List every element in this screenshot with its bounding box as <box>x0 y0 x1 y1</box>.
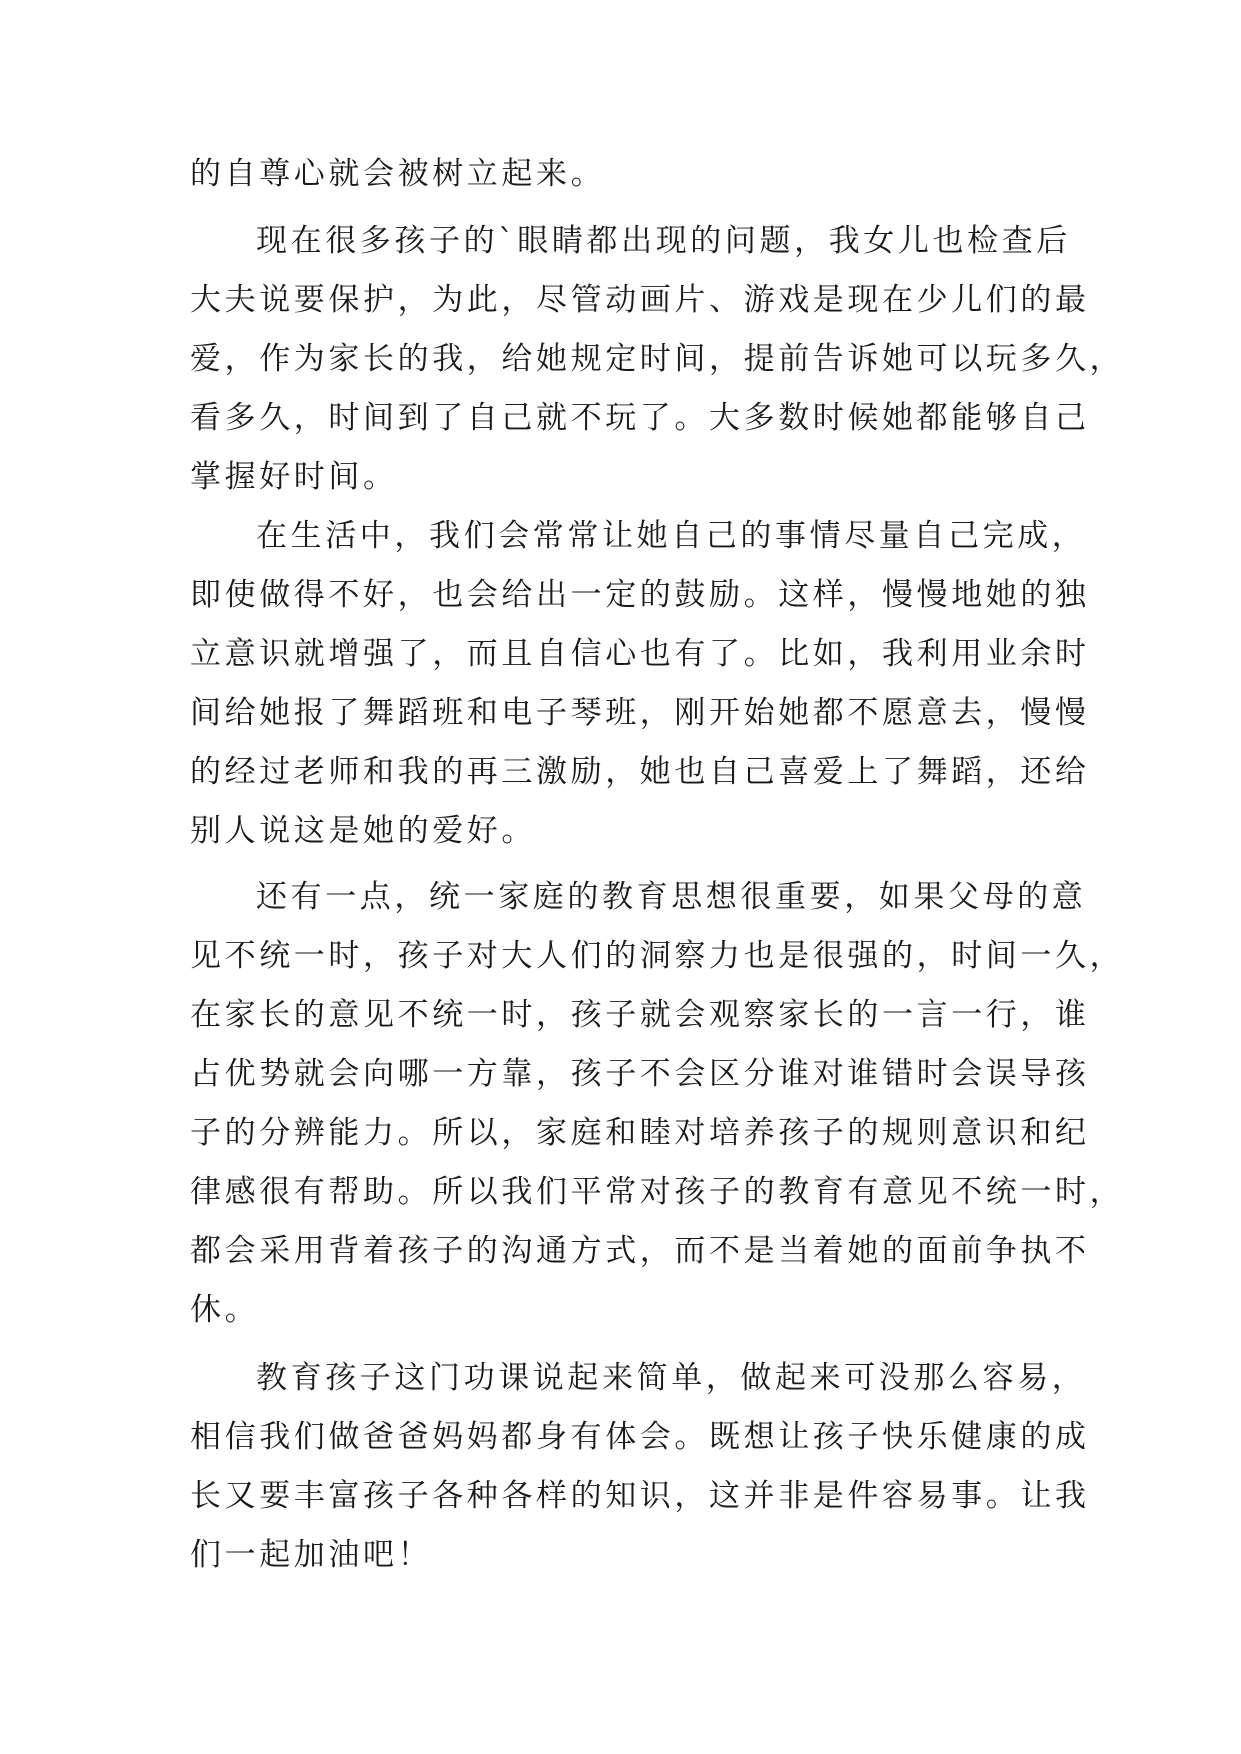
paragraph-4-line-1: 还有一点，统一家庭的教育思想很重要，如果父母的意 <box>256 879 1087 915</box>
paragraph-5-line-1: 教育孩子这门功课说起来简单，做起来可没那么容易， <box>256 1360 1087 1396</box>
paragraph-3-line-5: 的经过老师和我的再三激励，她也自己喜爱上了舞蹈，还给 <box>190 754 1090 790</box>
paragraph-3-line-6: 别人说这是她的爱好。 <box>190 813 536 849</box>
paragraph-4-line-3: 在家长的意见不统一时，孩子就会观察家长的一言一行，谁 <box>190 997 1090 1033</box>
paragraph-4-line-6: 律感很有帮助。所以我们平常对孩子的教育有意见不统一时， <box>190 1174 1125 1210</box>
paragraph-4-line-2: 见不统一时，孩子对大人们的洞察力也是很强的，时间一久， <box>190 938 1125 974</box>
paragraph-2-line-3: 爱，作为家长的我，给她规定时间，提前告诉她可以玩多久， <box>190 341 1125 377</box>
paragraph-2-line-5: 掌握好时间。 <box>190 459 398 495</box>
paragraph-2-line-2: 大夫说要保护，为此，尽管动画片、游戏是现在少儿们的最 <box>190 282 1090 318</box>
paragraph-2-line-4: 看多久，时间到了自己就不玩了。大多数时候她都能够自己 <box>190 400 1090 436</box>
paragraph-3-line-1: 在生活中，我们会常常让她自己的事情尽量自己完成， <box>256 518 1087 554</box>
paragraph-3-line-4: 间给她报了舞蹈班和电子琴班，刚开始她都不愿意去，慢慢 <box>190 695 1090 731</box>
paragraph-5-line-4: 们一起加油吧！ <box>190 1537 433 1573</box>
paragraph-5-line-2: 相信我们做爸爸妈妈都身有体会。既想让孩子快乐健康的成 <box>190 1419 1090 1455</box>
paragraph-3-line-3: 立意识就增强了，而且自信心也有了。比如，我利用业余时 <box>190 636 1090 672</box>
paragraph-4-line-5: 子的分辨能力。所以，家庭和睦对培养孩子的规则意识和纪 <box>190 1115 1090 1151</box>
paragraph-2-line-1: 现在很多孩子的`眼睛都出现的问题，我女儿也检查后 <box>256 223 1071 259</box>
paragraph-3-line-2: 即使做得不好，也会给出一定的鼓励。这样，慢慢地她的独 <box>190 577 1090 613</box>
paragraph-5-line-3: 长又要丰富孩子各种各样的知识，这并非是件容易事。让我 <box>190 1478 1090 1514</box>
paragraph-4-line-8: 休。 <box>190 1292 260 1328</box>
paragraph-4-line-4: 占优势就会向哪一方靠，孩子不会区分谁对谁错时会误导孩 <box>190 1056 1090 1092</box>
paragraph-1-line-1: 的自尊心就会被树立起来。 <box>190 156 606 192</box>
paragraph-4-line-7: 都会采用背着孩子的沟通方式，而不是当着她的面前争执不 <box>190 1233 1090 1269</box>
